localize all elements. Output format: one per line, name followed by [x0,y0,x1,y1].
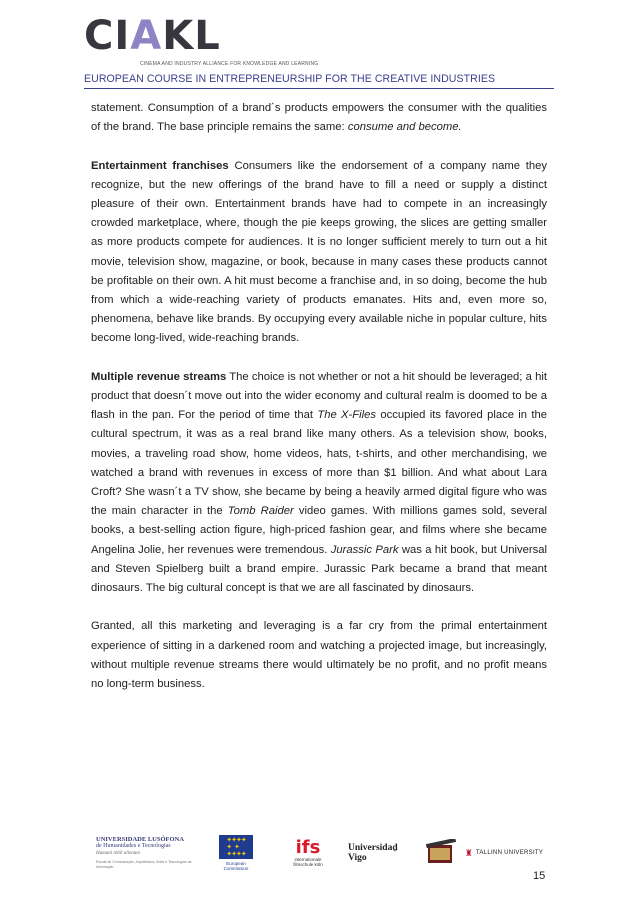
tallinn-emblem-icon: ♜ [464,847,473,858]
tallinn-university-logo: ♜ TALLINN UNIVERSITY [464,847,544,858]
eu-flag-icon: ✦✦✦✦ ✦ ✦ ✦✦✦✦ [219,835,253,859]
ciakl-logo [84,14,344,72]
film-reel-icon [424,839,458,867]
paragraph-entertainment-franchises: Entertainment franchises Consumers like the endorsement of a company name they recognize, but the new offerings of the brand have to fill a need or supply a distinct pleasure of their own. Entertainment brands have had to compete in an increasingly crowded marketplace, where, though the pie keeps growing, the slices are getting smaller as more products compete for audiences. It is no longer sufficient merely to turn out a hit movie, television show, magazine, or book, because in many cases these products cannot be profitable on their own. A hit must become a franchise and, in so doing, become the hub from which a wide-reaching variety of products emanates. Hits and, even more so, phenomena, behave like brands. By occupying every available niche in popular culture, hits become long-lived, wide-reaching brands. [91,159,547,345]
course-title: EUROPEAN COURSE IN ENTREPRENEURSHIP FOR THE CREATIVE INDUSTRIES [84,73,496,85]
logo-wordmark [84,14,221,58]
section-heading: Multiple revenue streams [91,370,227,383]
logo-tagline: CINEMA AND INDUSTRY ALLIANCE FOR KNOWLEDGE AND LEARNING [140,61,319,67]
logo-accent-letter: A [130,13,163,59]
film-school-logo [422,827,460,879]
logo-suffix: KL [162,13,221,59]
partner-logos [96,827,542,879]
page-number: 15 [533,870,546,882]
paragraph-1: statement. Consumption of a brand´s products empowers the consumer with the qualities of the brand. The base principle remains the same: consume and become. [91,102,547,134]
document-body [91,99,547,713]
paragraph-multiple-revenue-streams: Multiple revenue streams The choice is not whether or not a hit should be leveraged; a hit product that doesn´t move out into the wider economy and cultural realm is doomed to be a flash in the pan. For the period of time that The X-Files occupied its favored place in the cultural spectrum, it was as a real brand like many others. As a television show, books, movies, a traveling road show, home videos, hats, t-shirts, and other merchandising, we watched a brand with revenues in excess of more than $1 billion. And what about Lara Croft? She wasn´t a TV show, she became by being a heavily armed digital figure who was the main character in the Tomb Raider video games. With millions games sold, several books, a best-selling action figure, high-priced fashion gear, and films where she became Angelina Jolie, her revenues were tremendous. Jurassic Park was a hit book, but Universal and Steven Spielberg built a brand empire. Jurassic Park became a brand that meant dinosaurs. The big cultural concept is that we are all fascinated by dinosaurs. [91,370,547,595]
logo-prefix: CI [84,13,131,59]
european-commission-logo: ✦✦✦✦ ✦ ✦ ✦✦✦✦ European Commission [214,827,258,879]
lusofona-logo: UNIVERSIDADE LUSÓFONA de Humanidades e Tecnologias Humani nihil alienum Escola de Comunicação, Arquitectura, Artes e Tecnologias da Informação [96,836,192,869]
header-divider [84,88,554,89]
paragraph-granted: Granted, all this marketing and leveraging is a far cry from the primal entertainment experience of sitting in a darkened room and watching a projected image, but increasingly, without multiple revenue streams there would ultimately be no profit, and no profit means no long-term business. [91,620,547,691]
section-heading: Entertainment franchises [91,159,229,172]
universidade-vigo-logo: Universidaḏ Vigo [348,843,398,863]
ifs-logo: ifs internationale filmschule köln [293,837,323,867]
